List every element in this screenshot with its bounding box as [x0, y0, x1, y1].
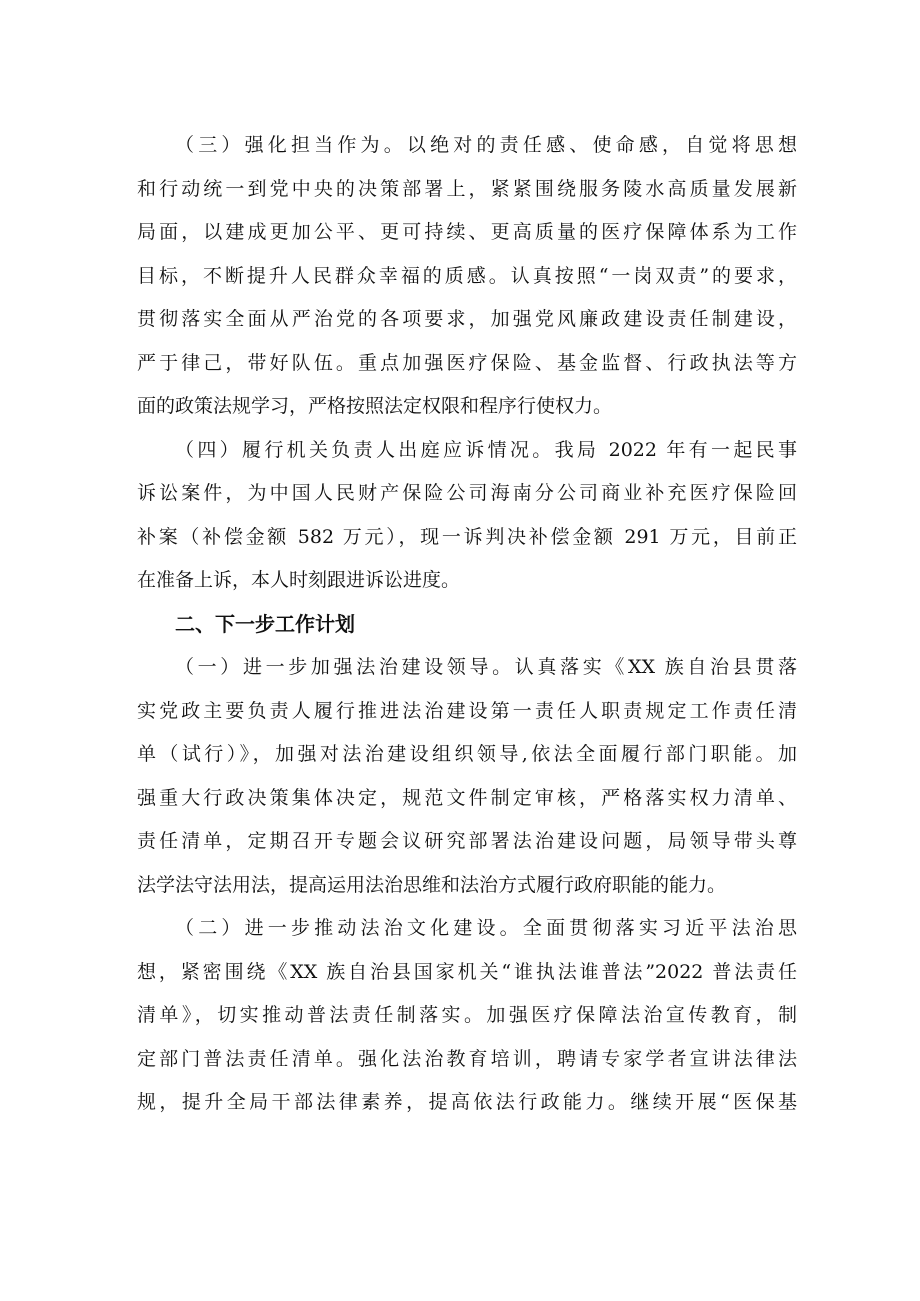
document-body — [137, 124, 797, 1125]
paragraph-line: 实党政主要负责人履行推进法治建设第一责任人职责规定工作责任清 — [137, 699, 797, 722]
paragraph-line: 补案（补偿金额 582 万元），现一诉判决补偿金额 291 万元，目前正 — [137, 525, 797, 548]
paragraph-line: 责任清单，定期召开专题会议研究部署法治建设问题，局领导带头尊 — [137, 830, 797, 852]
paragraph-line: 单（试行）》，加强对法治建设组织领导,依法全面履行部门职能。加 — [137, 743, 797, 765]
paragraph-line: 目标，不断提升人民群众幸福的质感。认真按照“一岗双责”的要求， — [137, 264, 797, 287]
paragraph-four-court-appearance — [137, 429, 797, 603]
paragraph-line: （一）进一步加强法治建设领导。认真落实《XX 族自治县贯落 — [175, 656, 797, 678]
paragraph-line: 规，提升全局干部法律素养，提高依法行政能力。继续开展“医保基 — [137, 1091, 797, 1113]
paragraph-line: 强重大行政决策集体决定，规范文件制定审核，严格落实权力清单、 — [137, 786, 797, 809]
paragraph-three-responsibility — [137, 124, 797, 429]
paragraph-line: 局面，以建成更加公平、更可持续、更高质量的医疗保障体系为工作 — [137, 221, 797, 243]
paragraph-line: 贯彻落实全面从严治党的各项要求，加强党风廉政建设责任制建设， — [137, 308, 797, 330]
paragraph-line: 在准备上诉，本人时刻跟进诉讼进度。 — [137, 569, 461, 591]
paragraph-line: 法学法守法用法，提高运用法治思维和法治方式履行政府职能的能力。 — [137, 873, 727, 896]
paragraph-line: 诉讼案件，为中国人民财产保险公司海南分公司商业补充医疗保险回 — [137, 482, 797, 504]
paragraph-two-rule-of-law-culture — [137, 907, 797, 1125]
paragraph-line: （四）履行机关负责人出庭应诉情况。我局 2022 年有一起民事 — [175, 438, 797, 461]
paragraph-line: 定部门普法责任清单。强化法治教育培训，聘请专家学者宣讲法律法 — [137, 1047, 797, 1070]
paragraph-line: 面的政策法规学习，严格按照法定权限和程序行使权力。 — [137, 395, 613, 417]
paragraph-line: （三）强化担当作为。以绝对的责任感、使命感，自觉将思想 — [175, 134, 797, 156]
paragraph-line: （二）进一步推动法治文化建设。全面贯彻落实习近平法治思 — [175, 917, 797, 939]
paragraph-line: 严于律己，带好队伍。重点加强医疗保险、基金监督、行政执法等方 — [137, 351, 797, 374]
paragraph-one-rule-of-law-leadership — [137, 646, 797, 907]
paragraph-line: 想，紧密围绕《XX 族自治县国家机关“谁执法谁普法”2022 普法责任 — [137, 960, 797, 983]
paragraph-line: 清单》，切实推动普法责任制落实。加强医疗保障法治宣传教育，制 — [137, 1004, 797, 1026]
paragraph-line: 和行动统一到党中央的决策部署上，紧紧围绕服务陵水高质量发展新 — [137, 177, 797, 200]
section-heading-next-plan: 二、下一步工作计划 — [175, 611, 355, 636]
